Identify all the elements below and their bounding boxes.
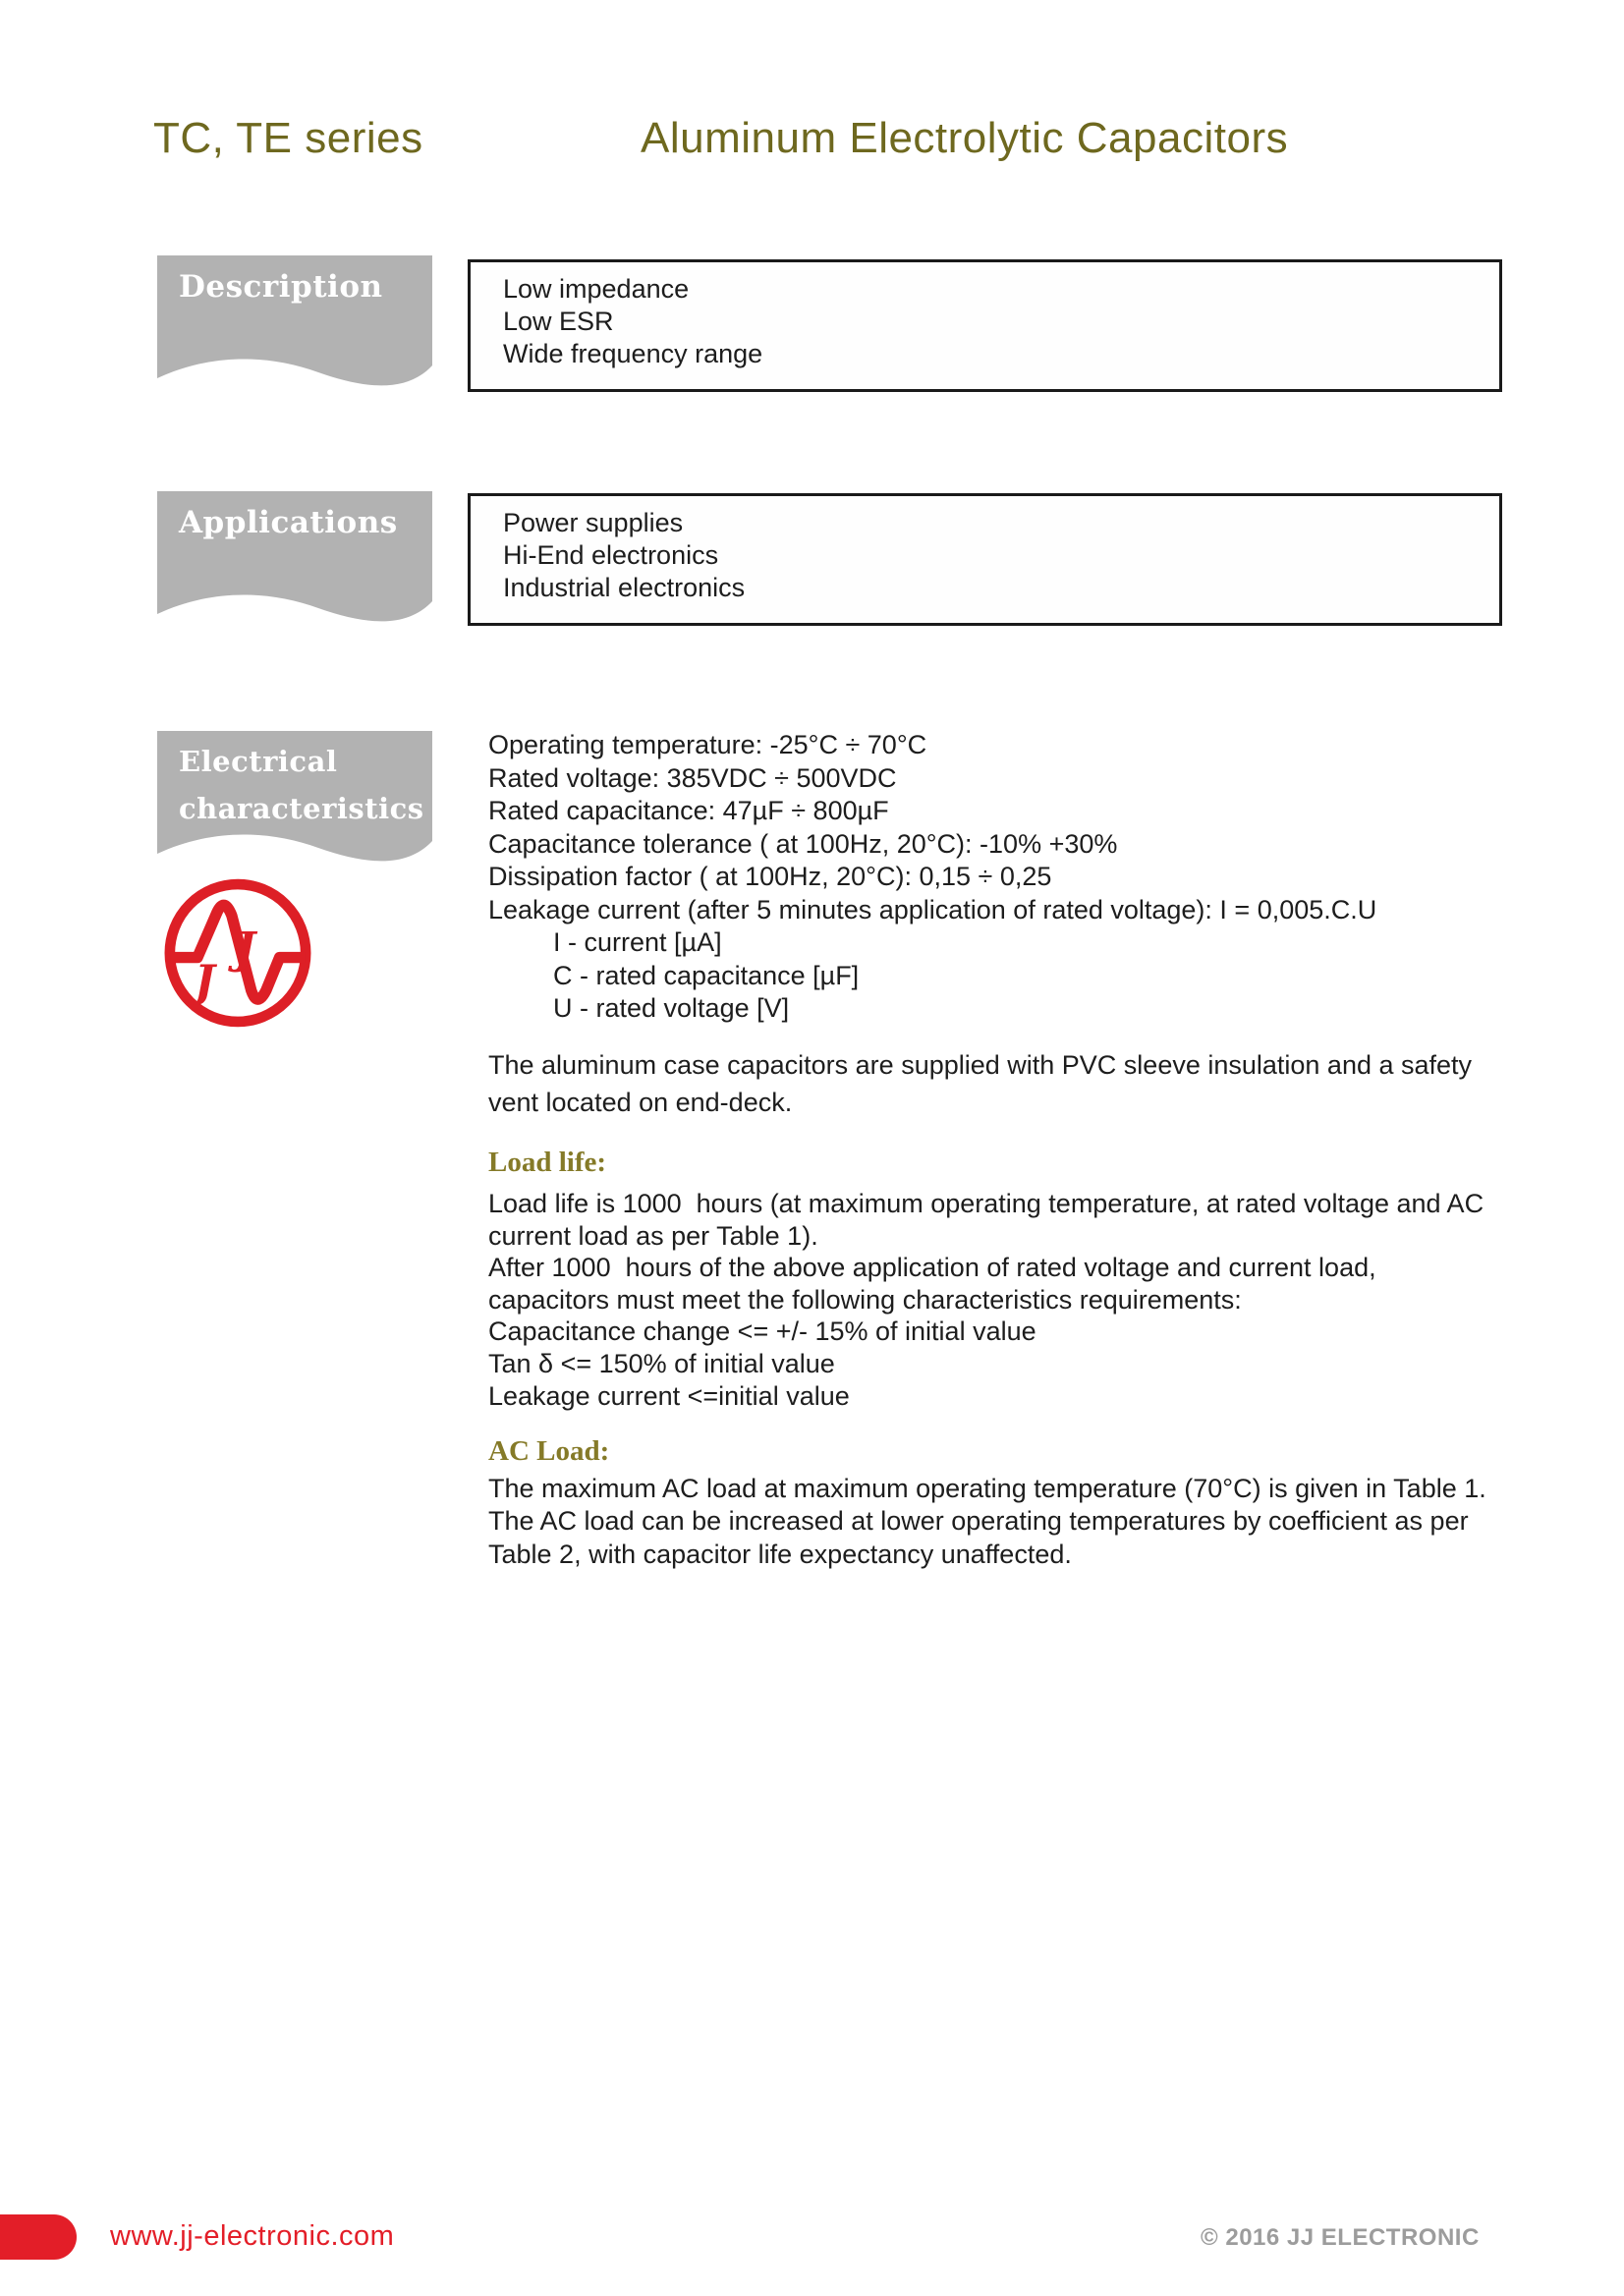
note-line: vent located on end-deck. [488, 1087, 793, 1117]
ac-load-line: Table 2, with capacitor life expectancy unaffected. [488, 1539, 1072, 1569]
load-life-line: current load as per Table 1). [488, 1220, 818, 1251]
description-badge-label: Description [179, 269, 383, 305]
electrical-line: Rated voltage: 385VDC ÷ 500VDC [488, 762, 897, 793]
electrical-subline: C - rated capacitance [µF] [553, 960, 860, 990]
description-item: Low impedance [503, 274, 690, 304]
footer-copyright: © 2016 JJ ELECTRONIC [1201, 2224, 1480, 2251]
note-line: The aluminum case capacitors are supplied with PVC sleeve insulation and a safety [488, 1050, 1473, 1080]
electrical-line: Leakage current (after 5 minutes application of rated voltage): I = 0,005.C.U [488, 894, 1377, 924]
ac-load-text [488, 1473, 1486, 1571]
applications-badge [157, 491, 432, 627]
series-title: TC, TE series [153, 114, 423, 162]
ac-load-line: The AC load can be increased at lower operating temperatures by coefficient as per [488, 1506, 1469, 1537]
electrical-badge-label-line1: Electrical [179, 745, 338, 778]
pvc-sleeve-note [488, 1047, 1472, 1121]
electrical-subline: I - current [µA] [553, 927, 722, 957]
applications-item: Industrial electronics [503, 573, 746, 602]
load-life-text [488, 1188, 1484, 1412]
electrical-subline: U - rated voltage [V] [553, 993, 790, 1023]
description-badge [157, 255, 432, 391]
description-item: Low ESR [503, 307, 614, 336]
description-box [468, 259, 1502, 392]
load-life-line: Capacitance change <= +/- 15% of initial value [488, 1316, 1036, 1347]
applications-item: Hi-End electronics [503, 540, 719, 570]
electrical-badge-label-line2: characteristics [179, 792, 424, 825]
electrical-line: Capacitance tolerance ( at 100Hz, 20°C): -10% +30% [488, 828, 1118, 859]
svg-text:J: J [194, 957, 215, 1008]
electrical-line: Operating temperature: -25°C ÷ 70°C [488, 730, 927, 759]
load-life-heading: Load life: [488, 1147, 607, 1178]
svg-text:J: J [234, 924, 255, 975]
footer-red-pill [0, 2214, 77, 2260]
electrical-characteristics-badge [157, 731, 432, 867]
product-title: Aluminum Electrolytic Capacitors [641, 114, 1289, 162]
electrical-characteristics-text [488, 729, 1376, 1026]
jj-electronic-logo [163, 876, 312, 1030]
load-life-line: Leakage current <=initial value [488, 1380, 850, 1411]
ac-load-line: The maximum AC load at maximum operating temperature (70°C) is given in Table 1. [488, 1474, 1486, 1503]
electrical-line: Rated capacitance: 47µF ÷ 800µF [488, 796, 889, 825]
load-life-line: After 1000 hours of the above application of rated voltage and current load, [488, 1253, 1376, 1283]
description-item: Wide frequency range [503, 339, 763, 368]
electrical-line: Dissipation factor ( at 100Hz, 20°C): 0,15 ÷ 0,25 [488, 862, 1052, 891]
load-life-line: capacitors must meet the following characteristics requirements: [488, 1284, 1242, 1315]
load-life-line: Load life is 1000 hours (at maximum operating temperature, at rated voltage and AC [488, 1189, 1484, 1218]
load-life-line: Tan δ <= 150% of initial value [488, 1348, 835, 1378]
applications-badge-label: Applications [179, 505, 398, 540]
ac-load-heading: AC Load: [488, 1435, 610, 1467]
applications-item: Power supplies [503, 508, 684, 537]
applications-box [468, 493, 1502, 626]
jj-logo-icon [163, 876, 312, 1030]
footer-website: www.jj-electronic.com [110, 2220, 395, 2252]
